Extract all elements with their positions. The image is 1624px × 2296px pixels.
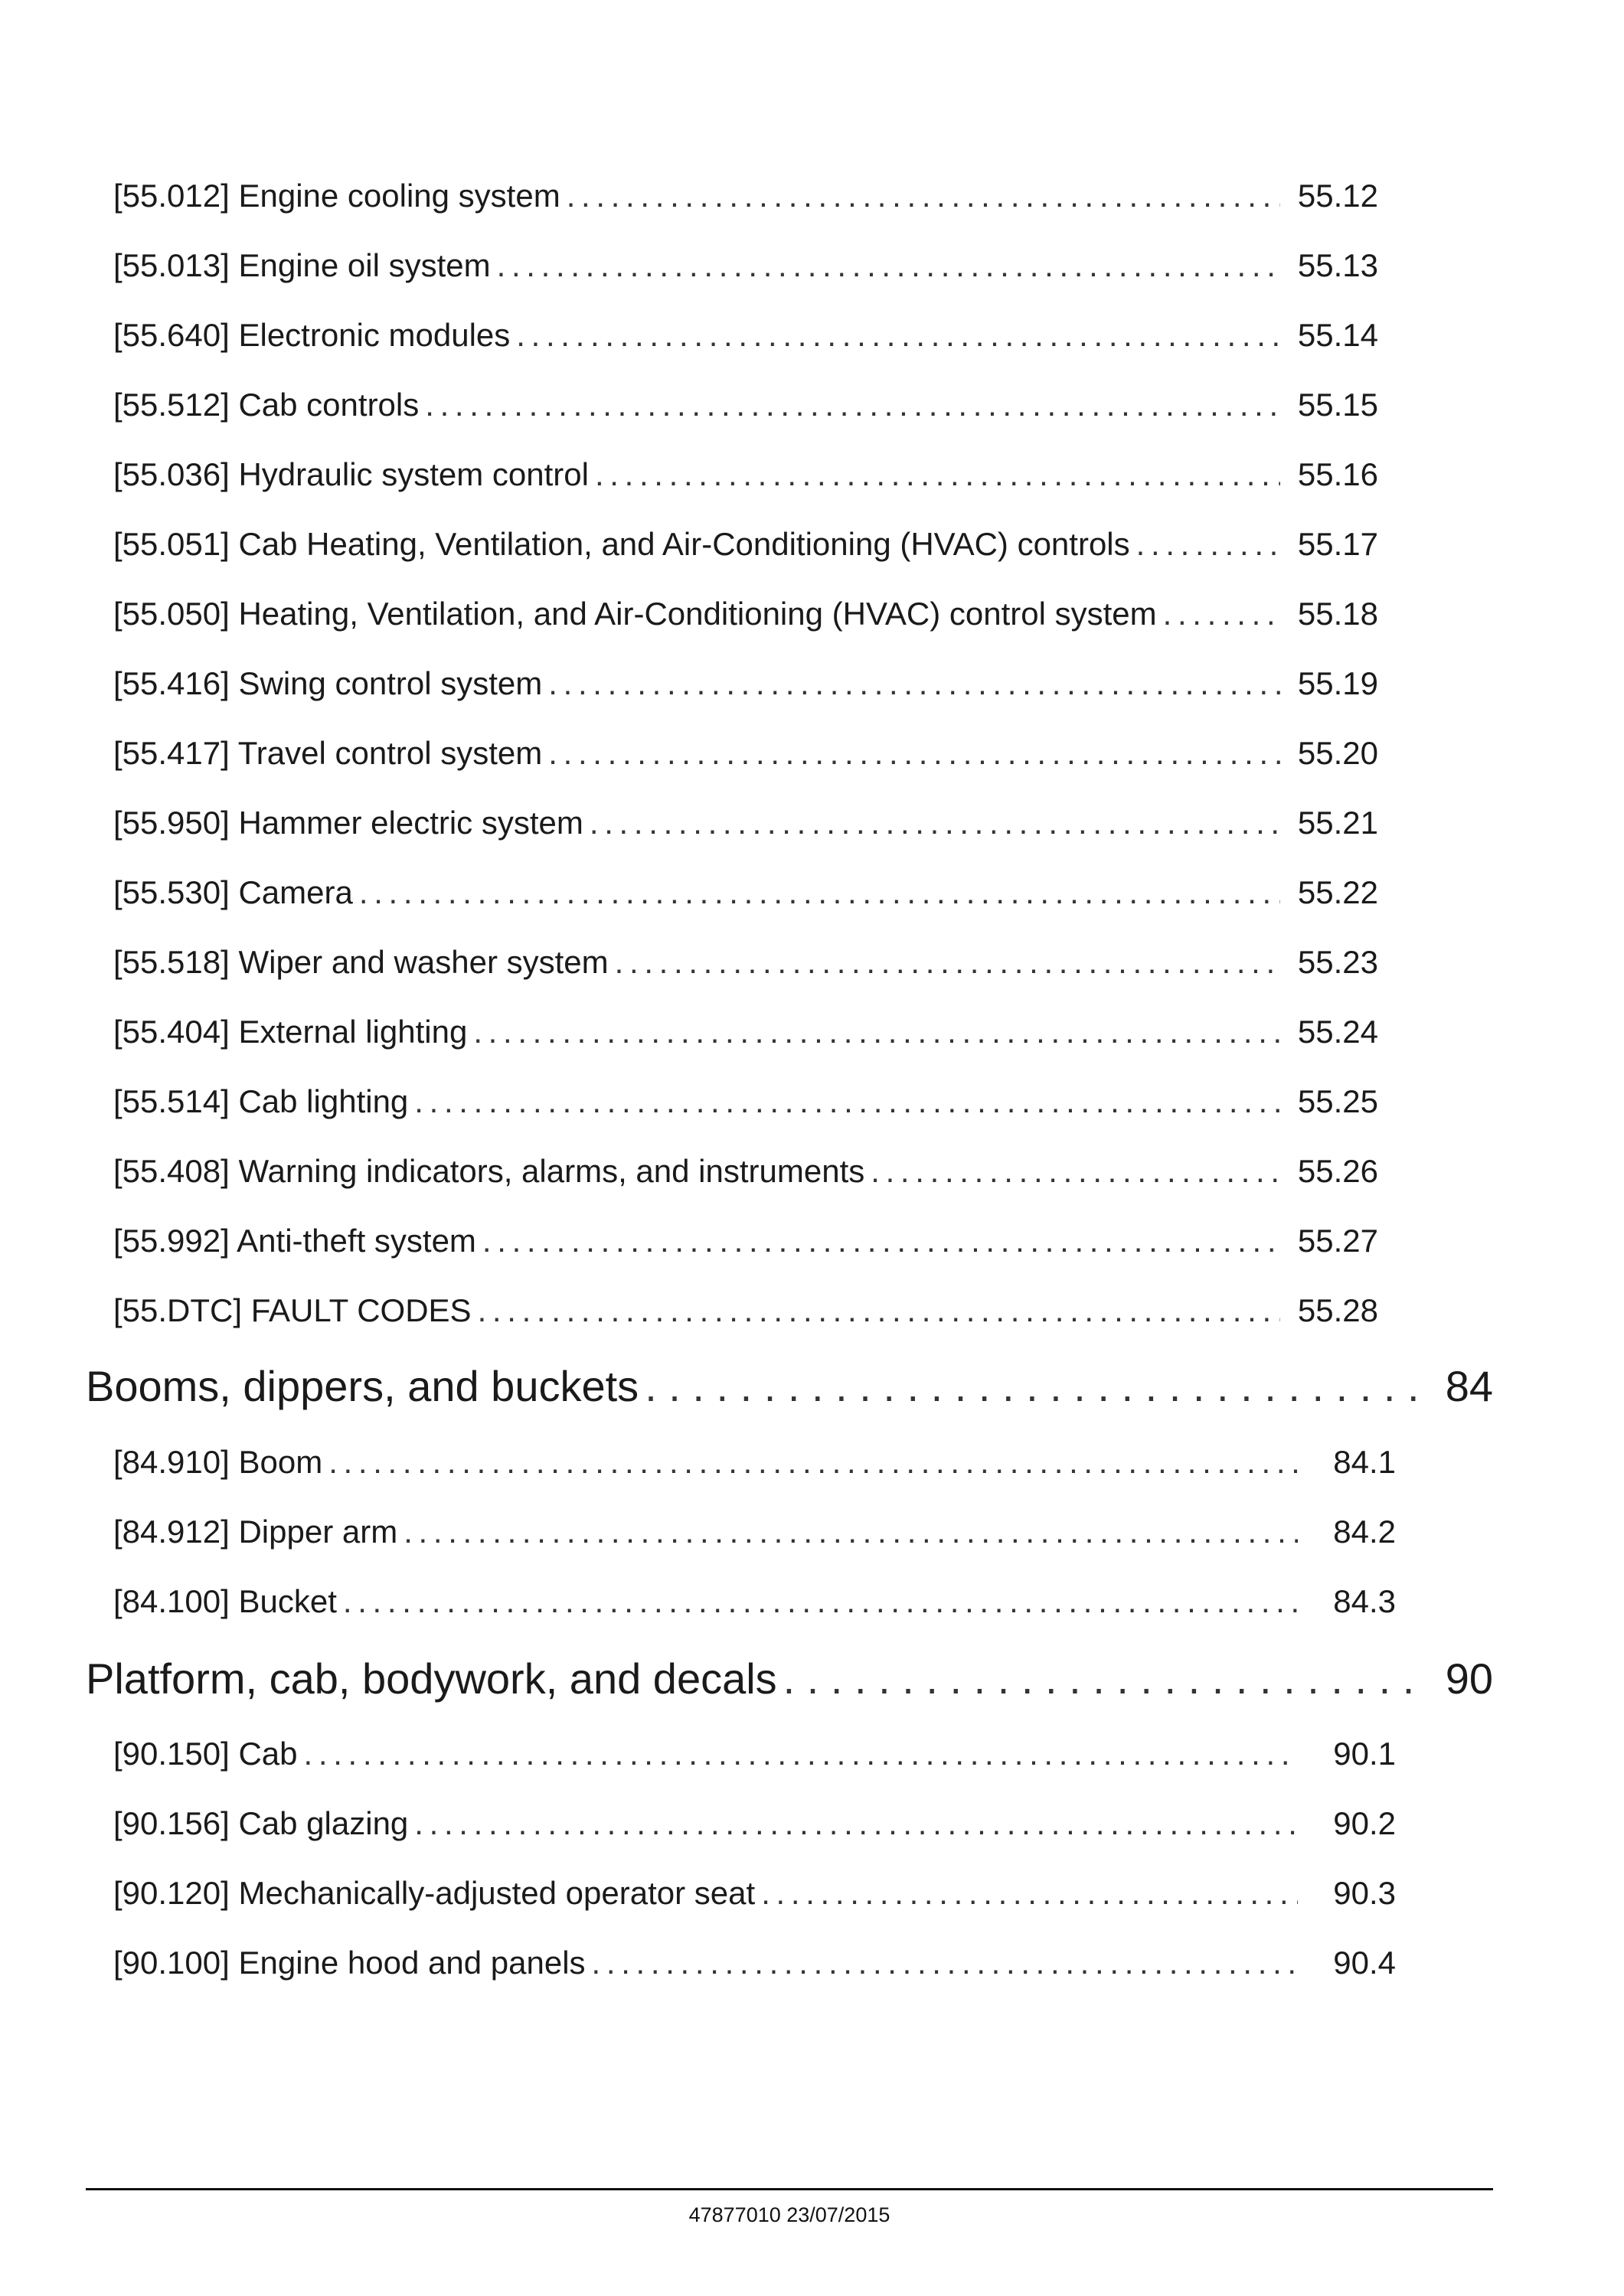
toc-entry[interactable] [113, 1805, 1396, 1848]
toc-entry-page: 90.2 [1333, 1805, 1396, 1841]
dot-leader [497, 247, 1280, 284]
toc-entry-page: 90.1 [1333, 1736, 1396, 1772]
dot-leader [548, 735, 1280, 772]
dot-leader [516, 317, 1280, 354]
toc-entry-title: [55.417] Travel control system [113, 735, 543, 771]
toc-entry-page: 55.14 [1297, 317, 1378, 353]
toc-entry[interactable] [113, 456, 1378, 499]
dot-leader [414, 1083, 1280, 1120]
toc-entry-title: [84.910] Boom [113, 1444, 323, 1480]
dot-leader [482, 1223, 1280, 1259]
toc-entry[interactable] [113, 735, 1378, 778]
toc-entry-title: [55.408] Warning indicators, alarms, and instruments [113, 1153, 865, 1189]
dot-leader [567, 178, 1280, 214]
toc-entry-title: [55.950] Hammer electric system [113, 805, 583, 841]
toc-entry-page: 84.2 [1333, 1514, 1396, 1550]
toc-entry-title: [55.530] Camera [113, 874, 353, 910]
toc-entry-page: 55.24 [1297, 1014, 1378, 1050]
toc-section-page: 84 [1445, 1362, 1493, 1410]
toc-entry[interactable] [113, 874, 1378, 917]
dot-leader [425, 387, 1280, 423]
toc-entry-page: 55.23 [1297, 944, 1378, 980]
toc-entry[interactable] [113, 944, 1378, 987]
toc-entry-page: 55.21 [1297, 805, 1378, 841]
toc-entry-page: 55.27 [1297, 1223, 1378, 1259]
toc-entry[interactable] [113, 1583, 1396, 1626]
toc-entry-page: 84.1 [1333, 1444, 1396, 1480]
toc-entry[interactable] [113, 1736, 1396, 1778]
toc-entry-title: [55.416] Swing control system [113, 665, 543, 701]
toc-section-title: Booms, dippers, and buckets [86, 1362, 639, 1410]
toc-section-heading[interactable] [86, 1361, 1493, 1416]
toc-entry-page: 55.20 [1297, 735, 1378, 771]
toc-section-heading[interactable] [86, 1654, 1493, 1709]
dot-leader [343, 1583, 1298, 1620]
toc-entry[interactable] [113, 317, 1378, 360]
dot-leader [590, 805, 1280, 841]
toc-entry-title: [90.150] Cab [113, 1736, 298, 1772]
toc-entry-page: 55.19 [1297, 665, 1378, 701]
toc-entry[interactable] [113, 247, 1378, 290]
dot-leader [1136, 526, 1280, 563]
toc-section-title: Platform, cab, bodywork, and decals [86, 1654, 777, 1703]
dot-leader [404, 1514, 1298, 1550]
dot-leader [595, 456, 1280, 493]
dot-leader [304, 1736, 1298, 1772]
dot-leader [783, 1654, 1418, 1703]
dot-leader [645, 1361, 1418, 1411]
toc-entry-title: [55.404] External lighting [113, 1014, 468, 1050]
toc-entry-title: [90.156] Cab glazing [113, 1805, 409, 1841]
dot-leader [478, 1292, 1280, 1329]
toc-entry-page: 55.28 [1297, 1292, 1378, 1328]
toc-entry-page: 90.3 [1333, 1875, 1396, 1911]
toc-entry[interactable] [113, 1514, 1396, 1556]
toc-entry[interactable] [113, 596, 1378, 639]
toc-entry[interactable] [113, 1444, 1396, 1487]
toc-entry-page: 84.3 [1333, 1583, 1396, 1619]
dot-leader [359, 874, 1280, 911]
footer-doc-id: 47877010 23/07/2015 [688, 2203, 890, 2226]
toc-entry-page: 55.18 [1297, 596, 1378, 632]
toc-entry[interactable] [113, 1153, 1378, 1196]
dot-leader [414, 1805, 1298, 1842]
toc-entry-title: [55.512] Cab controls [113, 387, 420, 423]
toc-entry-page: 55.22 [1297, 874, 1378, 910]
dot-leader [592, 1945, 1298, 1981]
dot-leader [1163, 596, 1280, 632]
toc-entry-title: [55.992] Anti-theft system [113, 1223, 476, 1259]
toc-entry-page: 55.17 [1297, 526, 1378, 562]
footer-rule [86, 2188, 1493, 2190]
toc-entry-title: [55.050] Heating, Ventilation, and Air-Conditioning (HVAC) control system [113, 596, 1157, 632]
toc-entry-title: [55.518] Wiper and washer system [113, 944, 609, 980]
dot-leader [548, 665, 1280, 702]
toc-entry[interactable] [113, 526, 1378, 569]
toc-entry[interactable] [113, 1945, 1396, 1987]
toc-entry[interactable] [113, 1014, 1378, 1057]
toc-entry[interactable] [113, 665, 1378, 708]
toc-entry-title: [84.100] Bucket [113, 1583, 337, 1619]
toc-entry[interactable] [113, 1083, 1378, 1126]
toc-entry-title: [55.013] Engine oil system [113, 247, 491, 283]
dot-leader [761, 1875, 1298, 1912]
toc-entry-title: [55.514] Cab lighting [113, 1083, 409, 1119]
toc-entry-page: 55.16 [1297, 456, 1378, 492]
toc-entry[interactable] [113, 1875, 1396, 1918]
toc-entry-title: [55.051] Cab Heating, Ventilation, and Air-Conditioning (HVAC) controls [113, 526, 1130, 562]
dot-leader [615, 944, 1280, 981]
toc-entry-title: [55.640] Electronic modules [113, 317, 511, 353]
toc-entry-title: [84.912] Dipper arm [113, 1514, 398, 1550]
toc-section-page: 90 [1445, 1654, 1493, 1703]
toc-entry-page: 90.4 [1333, 1945, 1396, 1981]
toc-entry-page: 55.25 [1297, 1083, 1378, 1119]
toc-entry-page: 55.15 [1297, 387, 1378, 423]
toc-entry[interactable] [113, 178, 1378, 220]
dot-leader [473, 1014, 1280, 1050]
toc-entry-page: 55.13 [1297, 247, 1378, 283]
toc-entry-page: 55.26 [1297, 1153, 1378, 1189]
toc-entry-page: 55.12 [1297, 178, 1378, 214]
toc-entry[interactable] [113, 1223, 1378, 1266]
toc-entry[interactable] [113, 1292, 1378, 1335]
toc-entry[interactable] [113, 805, 1378, 848]
toc-entry-title: [90.120] Mechanically-adjusted operator seat [113, 1875, 756, 1911]
toc-entry-title: [55.DTC] FAULT CODES [113, 1292, 472, 1328]
toc-entry-title: [55.036] Hydraulic system control [113, 456, 589, 492]
toc-entry-title: [55.012] Engine cooling system [113, 178, 560, 214]
dot-leader [871, 1153, 1280, 1190]
toc-entry[interactable] [113, 387, 1378, 429]
dot-leader [328, 1444, 1298, 1481]
toc-entry-title: [90.100] Engine hood and panels [113, 1945, 586, 1981]
